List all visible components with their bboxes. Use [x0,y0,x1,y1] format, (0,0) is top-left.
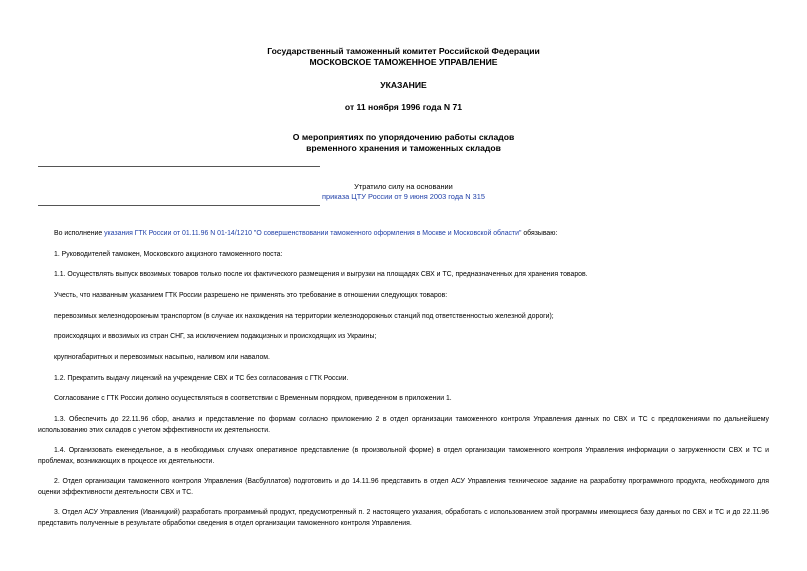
paragraph-cis: происходящих и ввозимых из стран СНГ, за исключением подакцизных и происходящих из Украины; [54,333,377,340]
divider-top [38,166,320,167]
org-subdivision: МОСКОВСКОЕ ТАМОЖЕННОЕ УПРАВЛЕНИЕ [309,57,498,67]
paragraph-bulk: крупногабаритных и перевозимых насыпью, наливом или навалом. [54,354,270,361]
paragraph-exceptions: Учесть, что названным указанием ГТК России разрешено не применять это требование в отношении следующих товаров: [54,292,448,299]
lost-force-label: Утратило силу на основании [354,182,453,191]
document-title-line2: временного хранения и таможенных складов [306,143,501,153]
paragraph-rail: перевозимых железнодорожным транспортом (в случае их нахождения на территории железнодорожных станций под ответственностью железной дороги); [54,313,554,320]
paragraph-2: 2. Отдел организации таможенного контроля Управления (Васбуллатов) подготовить и до 14.11.96 представить в отдел АСУ Управления техническое задание на разработку программного продукта, необходимого для оценки эффективности деятельности СВХ и ТС. [38,478,769,496]
lost-force-link[interactable]: приказа ЦТУ России от 9 июня 2003 года N 315 [322,192,485,201]
divider-bottom [38,205,320,206]
paragraph-1-2: 1.2. Прекратить выдачу лицензий на учреждение СВХ и ТС без согласования с ГТК России. [54,375,349,382]
paragraph-1-3: 1.3. Обеспечить до 22.11.96 сбор, анализ и представление по формам согласно приложению 2 в отдел организации таможенного контроля Управления данных по СВХ и ТС с предложениями по дальнейшему использованию этих складов с учетом эффективности их деятельности. [38,416,769,434]
paragraph-1-4: 1.4. Организовать еженедельное, а в необходимых случаях оперативное представление (в произвольной форме) в отдел организации таможенного контроля Управления информации о загруженности СВХ и ТС и проблемах, возникающих в процессе их деятельности. [38,447,769,465]
paragraph-1-1: 1.1. Осуществлять выпуск ввозимых товаров только после их фактического размещения и выгрузки на площадях СВХ и ТС, предназначенных для хранения товаров. [54,271,588,278]
document-type: УКАЗАНИЕ [380,80,427,90]
intro-paragraph [38,229,769,240]
intro-suffix: обязываю: [521,230,558,237]
document-title-line1: О мероприятиях по упорядочению работы складов [292,132,515,142]
document-date: от 11 ноября 1996 года N 71 [344,102,463,112]
paragraph-3: 3. Отдел АСУ Управления (Иваницкий) разработать программный продукт, предусмотренный п. 2 настоящего указания, обработать с использованием этой программы имеющиеся базу данных по СВХ и ТС и до 22.11.96 представить полученные в результате обработки сведения в отдел организации таможенного контроля Управления. [38,509,769,527]
reference-link[interactable]: указания ГТК России от 01.11.96 N 01-14/1210 "О совершенствовании таможенного оформления в Москве и Московской области" [104,230,522,237]
paragraph-agreement: Согласование с ГТК России должно осуществляться в соответствии с Временным порядком, приведенном в приложении 1. [54,395,452,402]
org-name: Государственный таможенный комитет Российской Федерации [267,46,540,56]
paragraph-1: 1. Руководителей таможен, Московского акцизного таможенного поста: [54,251,283,258]
intro-prefix: Во исполнение [54,230,105,237]
